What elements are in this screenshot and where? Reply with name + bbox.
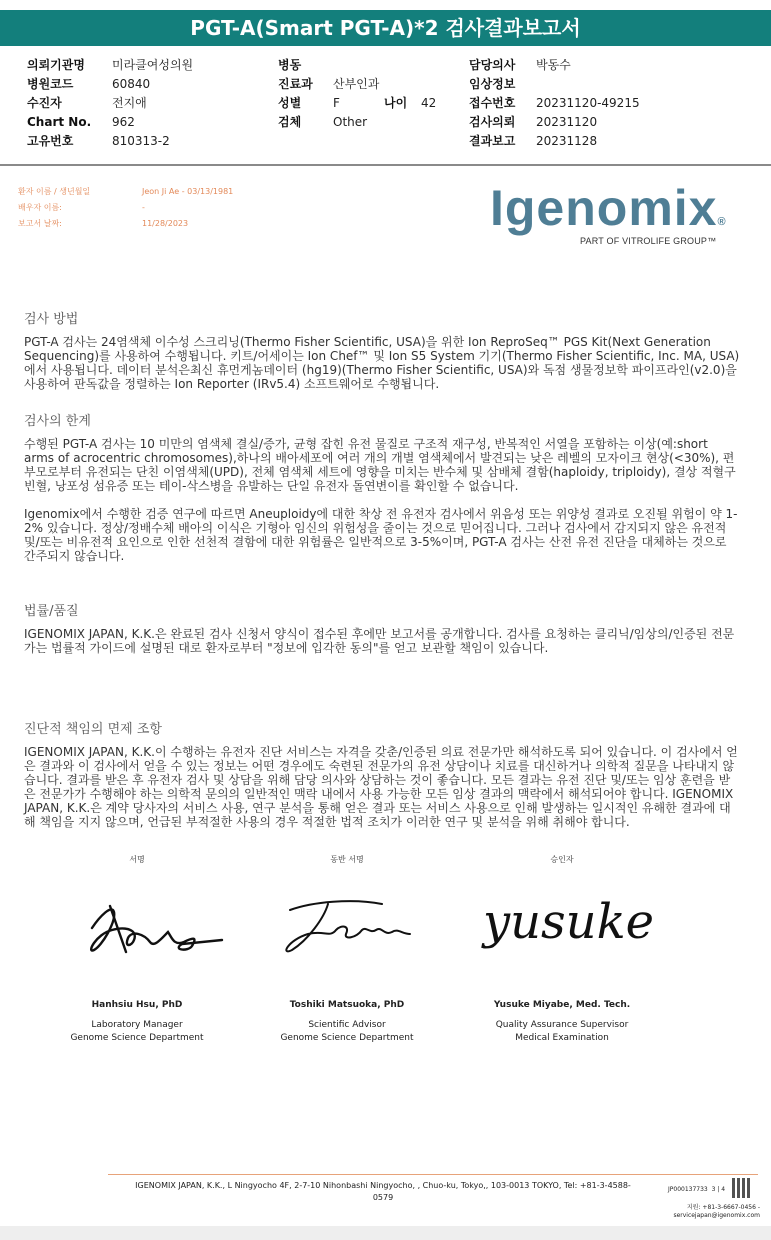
info-label-department: 진료과 (278, 77, 313, 91)
signature-2-role (232, 1019, 462, 1045)
info-label-receipt-no: 접수번호 (469, 96, 516, 110)
info-label-chart-no: Chart No. (27, 115, 92, 129)
footer-address: IGENOMIX JAPAN, K.K., L Ningyocho 4F, 2-7-10 Nihonbashi Ningyocho, , Chuo-ku, Tokyo,, 103-0013 TOKYO, Tel: +81-3-4588-0579 (135, 1181, 631, 1202)
report-date-label: 보고서 날짜: (18, 219, 62, 228)
info-value-hospital-code: 60840 (112, 77, 151, 91)
signature-3-role-title: Quality Assurance Supervisor (495, 1020, 629, 1030)
signature-3-handwriting: yusuke (483, 894, 655, 950)
signature-1-role-title: Laboratory Manager (91, 1020, 183, 1030)
signature-1-role (22, 1019, 252, 1045)
footer-contact (660, 1204, 760, 1220)
info-label-doctor: 담당의사 (469, 58, 516, 72)
signature-1 (22, 854, 252, 1045)
info-label-request-date: 검사의뢰 (469, 115, 516, 129)
signature-1-caption: 서명 (129, 855, 145, 864)
info-label-hospital-code: 병원코드 (27, 77, 74, 91)
info-value-patient: 전지애 (112, 96, 147, 110)
info-value-doctor: 박동수 (536, 58, 571, 72)
patient-name-dob-value: Jeon Ji Ae - 03/13/1981 (142, 187, 234, 196)
report-info-panel (0, 52, 771, 164)
info-value-request-date: 20231120 (536, 115, 598, 129)
section-limits-body-1: 수행된 PGT-A 검사는 10 미만의 염색체 결실/증가, 균형 잡힌 유전 물질로 구조적 재구성, 반복적인 서열을 포함하는 이상(예:short arms of acrocentric chromosomes),하나의 배아세포에 여러 개의 개별 염색체에서 발견되는 낮은 레벨의 모자이크 현상(<30%), 편부모로부터 유전되는 단친 이염색체(UPD), 전체 염색체 세트에 영향을 미치는 반수체 및 삼배체 결함(haploidy, triploidy), 결상 적혈구 빈혈, 낭포성 섬유증 또는 테이-삭스병을 유발하는 단일 유전자 돌연변이를 확인할 수 없습니다. (24, 437, 736, 493)
info-label-specimen: 검체 (278, 115, 302, 129)
signature-3-name: Yusuke Miyabe, Med. Tech. (493, 1000, 631, 1010)
signature-3-image (447, 868, 677, 968)
patient-meta-labels (18, 184, 90, 232)
info-label-report-date: 결과보고 (469, 134, 516, 148)
info-label-clinical-info: 임상정보 (469, 77, 516, 91)
section-disclaimer-title: 진단적 책임의 면제 조항 (24, 722, 162, 737)
logo-tagline: PART OF VITROLIFE GROUP™ (580, 236, 717, 246)
spouse-name-label: 배우자 이름: (18, 203, 62, 212)
igenomix-logo (490, 180, 752, 236)
section-disclaimer-body: IGENOMIX JAPAN, K.K.이 수행하는 유전자 진단 서비스는 자격을 갖춘/인증된 의료 전문가만 해석하도록 되어 있습니다. 이 검사에서 얻은 결과와 이 검사에서 얻을 수 있는 정보는 어떤 경우에도 숙련된 전문가의 유전 상담이나 치료를 대신하거나 의학적 질문을 나타내지 않습니다. 결과를 받은 후 유전자 검사 및 상담을 위해 담당 의사와 상담하는 것이 좋습니다. 모든 결과는 유전 진단 및/또는 임상 훈련을 받은 전문가가 수행해야 하는 의학적 문의의 일반적인 맥락 내에서 사용 가능한 모든 임상 결과의 맥락에서 해석되어야 합니다. IGENOMIX JAPAN, K.K.은 계약 당사자의 서비스 사용, 연구 분석을 통해 얻은 결과 또는 서비스 사용으로 인해 발생하는 일시적인 유해한 결과에 대해 책임을 지지 않으며, 언급된 부적절한 사용의 경우 적절한 법적 조치가 이러한 연구 및 분석을 위해 취해야 합니다. (24, 745, 738, 829)
section-disclaimer (24, 718, 740, 829)
info-value-sex: F (333, 96, 340, 110)
signature-block (0, 854, 771, 1044)
signature-3-role (447, 1019, 677, 1045)
info-divider (0, 164, 771, 166)
qr-code-icon (732, 1178, 752, 1198)
footer-divider (108, 1174, 758, 1175)
signature-3-role-department: Medical Examination (515, 1033, 609, 1043)
signature-2-role-department: Genome Science Department (280, 1033, 414, 1043)
section-legal-title: 법률/품질 (24, 604, 79, 619)
info-value-receipt-no: 20231120-49215 (536, 96, 640, 110)
section-limits-body-2: Igenomix에서 수행한 검증 연구에 따르면 Aneuploidy에 대한 착상 전 유전자 검사에서 위음성 또는 위양성 결과로 오진될 위험이 약 1-2% 있습니다. 정상/정배수체 배아의 이식은 기형아 임신의 위험성을 줄이는 것으로 믿어집니다. 그러나 검사에서 감지되지 않은 유전적 및/또는 비유전적 요인으로 인한 선천적 결함에 대한 위험률은 일반적으로 3-5%이며, PGT-A 검사는 산전 유전 진단을 대체하는 것으로 간주되지 않습니다. (24, 507, 738, 563)
signature-1-image (22, 868, 252, 968)
footer-email: servicejapan@igenomix.com (673, 1212, 760, 1219)
spouse-name-value: - (142, 203, 145, 212)
section-limits (24, 410, 740, 563)
info-value-report-date: 20231128 (536, 134, 598, 148)
info-label-age: 나이 (384, 96, 408, 110)
signature-3 (447, 854, 677, 1045)
page-number: 3 | 4 (711, 1186, 726, 1193)
signature-2-name: Toshiki Matsuoka, PhD (289, 1000, 405, 1010)
logo-wordmark: Igenomix (490, 180, 718, 236)
signature-2-role-title: Scientific Advisor (308, 1020, 386, 1030)
info-label-unique-no: 고유번호 (27, 134, 74, 148)
report-date-value: 11/28/2023 (142, 219, 189, 228)
footer-phone: 지원: +81-3-6667-0456 - (686, 1204, 760, 1211)
info-value-department: 산부인과 (333, 77, 380, 91)
info-label-sex: 성별 (278, 96, 302, 110)
section-method-body: PGT-A 검사는 24염색체 이수성 스크리닝(Thermo Fisher Scientific, USA)을 위한 Ion ReproSeq™ PGS Kit(Next Generation Sequencing)를 사용하여 수행됩니다. 키트/어세이는 Ion Chef™ 및 Ion S5 System 기기(Thermo Fisher Scientific, Inc. MA, USA)에서 사용됩니다. 데이터 분석은최신 휴먼게놈데이터 (hg19)(Thermo Fisher Scientific, USA)와 독점 생물정보학 파이프라인(v2.0)을 사용하여 판독값을 정렬하는 Ion Reporter (IRv5.4) 소프트웨어로 수행됩니다. (24, 335, 740, 391)
report-title: PGT-A(Smart PGT-A)*2 검사결과보고서 (0, 10, 771, 46)
info-value-chart-no: 962 (112, 115, 135, 129)
section-legal (24, 600, 740, 655)
patient-meta-values (142, 184, 233, 232)
signature-2 (232, 854, 462, 1045)
signature-1-role-department: Genome Science Department (70, 1033, 204, 1043)
info-value-age: 42 (421, 96, 437, 110)
section-method-title: 검사 방법 (24, 312, 79, 327)
info-value-institution: 미라클여성의원 (112, 58, 194, 72)
info-value-specimen: Other (333, 115, 368, 129)
signature-1-name: Hanhsiu Hsu, PhD (91, 1000, 183, 1010)
info-value-unique-no: 810313-2 (112, 134, 170, 148)
page-bottom-band (0, 1226, 771, 1240)
registered-mark: ® (717, 216, 727, 228)
document-id: JP000137733 (668, 1186, 708, 1193)
section-legal-body: IGENOMIX JAPAN, K.K.은 완료된 검사 신청서 양식이 접수된 후에만 보고서를 공개합니다. 검사를 요청하는 클리닉/임상의/인증된 전문가는 법률적 가이드에 설명된 대로 환자로부터 "정보에 입각한 동의"를 얻고 보관할 책임이 있습니다. (24, 627, 735, 655)
signature-2-caption: 동반 서명 (330, 855, 364, 864)
info-label-ward: 병동 (278, 58, 302, 72)
section-method (24, 308, 740, 391)
info-label-patient: 수진자 (27, 96, 62, 110)
signature-3-caption: 승인자 (550, 855, 574, 864)
signature-2-image (232, 868, 462, 968)
info-label-institution: 의뢰기관명 (27, 58, 85, 72)
footer-document-id (668, 1186, 725, 1193)
patient-name-dob-label: 환자 이름 / 생년월일 (18, 187, 91, 196)
section-limits-title: 검사의 한계 (24, 414, 91, 429)
